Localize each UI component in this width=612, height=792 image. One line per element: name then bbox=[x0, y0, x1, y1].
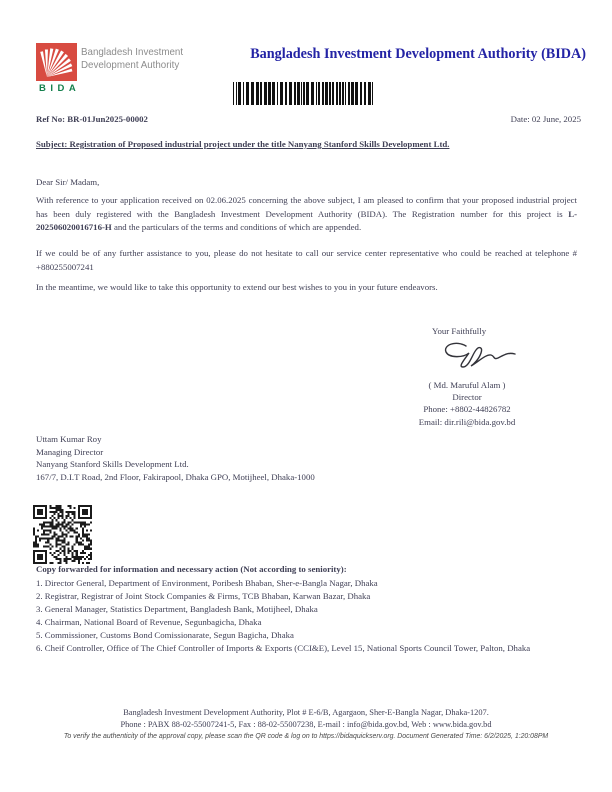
copy-forwarded-list bbox=[36, 577, 530, 656]
copy-item: 6. Cheif Controller, Office of The Chief Controller of Imports & Exports (CCI&E), Level 15, National Sports Council Tower, Palton, Dhaka bbox=[36, 643, 531, 654]
bida-logo-acronym: BIDA bbox=[39, 83, 81, 94]
footer bbox=[0, 707, 612, 740]
paragraph-1-text: With reference to your application received on 02.06.2025 concerning the above subject, I am pleased to confirm that your proposed industrial project has been duly registered with the Bangladesh Investment Development Authority (BIDA). The Registration number for this project is bbox=[36, 195, 577, 219]
recipient-title: Managing Director bbox=[36, 446, 104, 457]
closing: Your Faithfully bbox=[432, 326, 487, 336]
copy-item: 4. Chairman, National Board of Revenue, Segunbagicha, Dhaka bbox=[36, 617, 262, 628]
copy-item: 1. Director General, Department of Environment, Poribesh Bhaban, Sher-e-Bangla Nagar, Dhaka bbox=[36, 578, 378, 588]
logo-org-name-line2: Development Authority bbox=[81, 58, 180, 71]
logo-org-name bbox=[81, 46, 183, 71]
recipient-name: Uttam Kumar Roy bbox=[36, 434, 102, 444]
subject-line: Subject: Registration of Proposed industrial project under the title Nanyang Stanford Skills Development Ltd. bbox=[36, 139, 450, 149]
signatory-block bbox=[392, 379, 542, 428]
qr-code bbox=[33, 505, 92, 564]
signatory-title: Director bbox=[452, 392, 482, 403]
paragraph-1-tail: and the particulars of the terms and conditions of which are appended. bbox=[111, 222, 362, 232]
copy-item: 2. Registrar, Registrar of Joint Stock Companies & Firms, TCB Bhaban, Karwan Bazar, Dhaka bbox=[36, 591, 371, 602]
signatory-name: ( Md. Maruful Alam ) bbox=[428, 380, 506, 390]
signatory-phone: Phone: +8802-44826782 bbox=[423, 404, 511, 415]
bida-logo-icon bbox=[36, 43, 77, 81]
registration-number: L-202506020016716-H bbox=[36, 208, 577, 232]
footer-address: Bangladesh Investment Development Authority, Plot # E-6/B, Agargaon, Sher-E-Bangla Nagar, Dhaka-1207. bbox=[123, 708, 489, 717]
recipient-block bbox=[36, 433, 315, 483]
copy-forwarded-heading: Copy forwarded for information and necessary action (Not according to seniority): bbox=[36, 564, 347, 574]
paragraph-3: In the meantime, we would like to take this opportunity to extend our best wishes to you in your future endeavors. bbox=[36, 282, 438, 292]
recipient-address: 167/7, D.I.T Road, 2nd Floor, Fakirapool, Dhaka GPO, Motijheel, Dhaka-1000 bbox=[36, 471, 315, 482]
recipient-company: Nanyang Stanford Skills Development Ltd. bbox=[36, 459, 189, 469]
ref-date-row bbox=[36, 114, 581, 124]
signature-icon bbox=[436, 339, 522, 375]
footer-contact: Phone : PABX 88-02-55007241-5, Fax : 88-02-55007238, E-mail : info@bida.gov.bd, Web : www.bida.gov.bd bbox=[120, 720, 492, 729]
paragraph-1 bbox=[36, 194, 577, 235]
logo-org-name-line1: Bangladesh Investment bbox=[81, 46, 184, 58]
copy-item: 5. Commissioner, Customs Bond Comissionarate, Segun Bagicha, Dhaka bbox=[36, 630, 294, 641]
page-title: Bangladesh Investment Development Authority (BIDA) bbox=[250, 46, 586, 62]
barcode bbox=[233, 82, 373, 105]
date: Date: 02 June, 2025 bbox=[510, 114, 581, 124]
footer-verify-note: To verify the authenticity of the approval copy, please scan the QR code & log on to https://bidaquickserv.org. Document Generated Time: 6/2/2025, 1:20:08PM bbox=[63, 733, 549, 740]
salutation: Dear Sir/ Madam, bbox=[36, 177, 100, 187]
copy-item: 3. General Manager, Statistics Department, Bangladesh Bank, Motijheel, Dhaka bbox=[36, 604, 318, 615]
signatory-email: Email: dir.rili@bida.gov.bd bbox=[418, 416, 516, 427]
ref-number: Ref No: BR-01Jun2025-00002 bbox=[36, 114, 148, 124]
paragraph-2: If we could be of any further assistance to you, please do not hesitate to call our service center representative who could be reached at telephone # +880255007241 bbox=[36, 248, 577, 272]
